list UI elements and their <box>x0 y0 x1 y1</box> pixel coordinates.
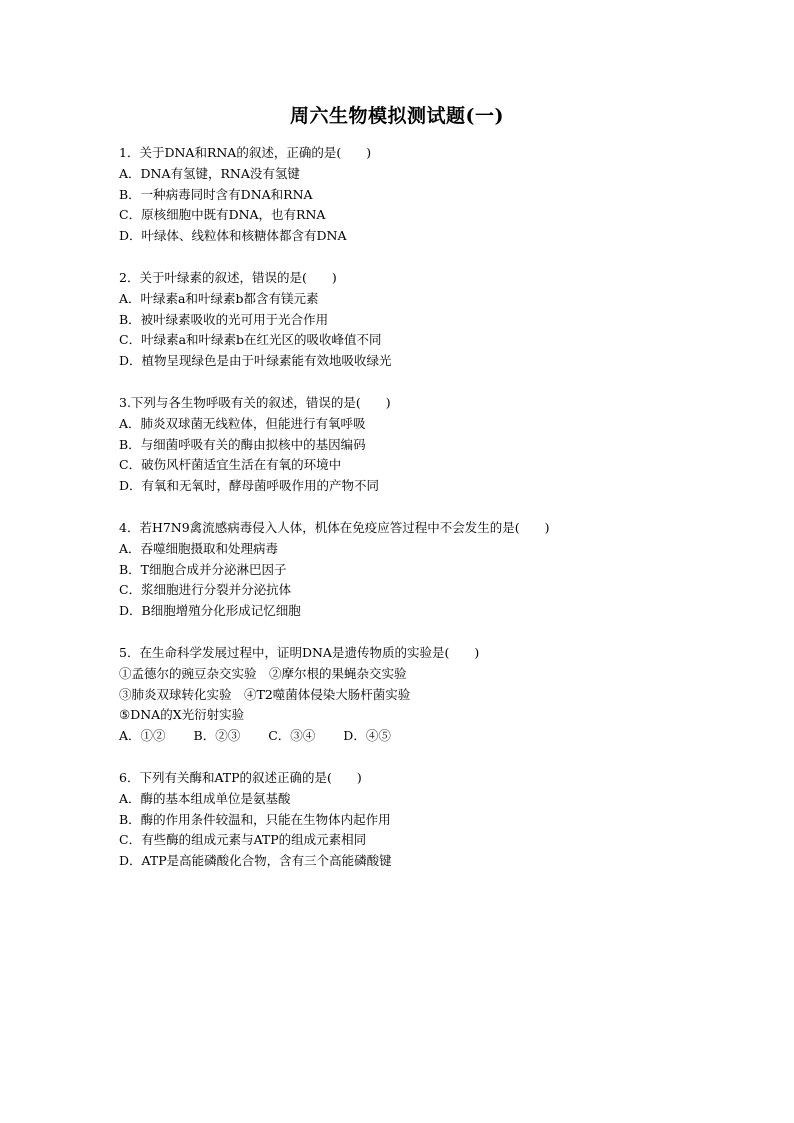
experiment-line: ⑤DNA的X光衍射实验 <box>119 707 245 723</box>
option-a: A．①② <box>119 728 166 744</box>
question-stem: 3.下列与各生物呼吸有关的叙述，错误的是( ) <box>119 394 391 410</box>
question-list <box>119 143 719 893</box>
question-2 <box>119 268 719 372</box>
option-c: C．③④ <box>268 728 316 744</box>
option-a: A．吞噬细胞摄取和处理病毒 <box>119 540 279 556</box>
question-3 <box>119 393 719 497</box>
page-title: 周六生物模拟测试题(一) <box>290 105 504 127</box>
option-c: C．浆细胞进行分裂并分泌抗体 <box>119 582 292 598</box>
question-stem: 5．在生命科学发展过程中，证明DNA是遗传物质的实验是( ) <box>119 644 480 660</box>
option-b: B．T细胞合成并分泌淋巴因子 <box>119 561 287 577</box>
option-a: A．肺炎双球菌无线粒体，但能进行有氧呼吸 <box>119 415 366 431</box>
option-d: D．B细胞增殖分化形成记忆细胞 <box>119 603 301 619</box>
option-b: B．酶的作用条件较温和，只能在生物体内起作用 <box>119 811 391 827</box>
option-a: A．叶绿素a和叶绿素b都含有镁元素 <box>119 290 319 306</box>
question-4 <box>119 518 719 622</box>
question-stem: 4．若H7N9禽流感病毒侵入人体，机体在免疫应答过程中不会发生的是( ) <box>119 519 550 535</box>
option-b: B．②③ <box>193 728 241 744</box>
option-c: C．原核细胞中既有DNA，也有RNA <box>119 207 326 223</box>
option-a: A．DNA有氢键，RNA没有氢键 <box>119 165 300 181</box>
option-a: A．酶的基本组成单位是氨基酸 <box>119 790 291 806</box>
question-6 <box>119 768 719 872</box>
option-d: D．ATP是高能磷酸化合物，含有三个高能磷酸键 <box>119 853 392 869</box>
option-b: B．被叶绿素吸收的光可用于光合作用 <box>119 311 329 327</box>
option-c: C．叶绿素a和叶绿素b在红光区的吸收峰值不同 <box>119 332 382 348</box>
question-stem: 1．关于DNA和RNA的叙述，正确的是( ) <box>119 145 372 160</box>
option-c: C．有些酶的组成元素与ATP的组成元素相同 <box>119 832 367 848</box>
question-stem: 6．下列有关酶和ATP的叙述正确的是( ) <box>119 769 362 785</box>
option-b: B．与细菌呼吸有关的酶由拟核中的基因编码 <box>119 436 366 452</box>
experiment-line: ①孟德尔的豌豆杂交实验 ②摩尔根的果蝇杂交实验 <box>119 665 407 681</box>
question-1 <box>119 143 719 247</box>
option-d: D．叶绿体、线粒体和核糖体都含有DNA <box>119 228 347 244</box>
option-d: D．有氧和无氧时，酵母菌呼吸作用的产物不同 <box>119 478 380 494</box>
option-b: B．一种病毒同时含有DNA和RNA <box>119 186 313 202</box>
option-c: C．破伤风杆菌适宜生活在有氧的环境中 <box>119 457 342 473</box>
inline-options <box>119 726 719 747</box>
question-stem: 2．关于叶绿素的叙述，错误的是( ) <box>119 269 337 285</box>
experiment-line: ③肺炎双球转化实验 ④T2噬菌体侵染大肠杆菌实验 <box>119 686 411 702</box>
option-d: D．④⑤ <box>343 728 391 744</box>
question-5 <box>119 643 719 747</box>
option-d: D．植物呈现绿色是由于叶绿素能有效地吸收绿光 <box>119 353 392 369</box>
